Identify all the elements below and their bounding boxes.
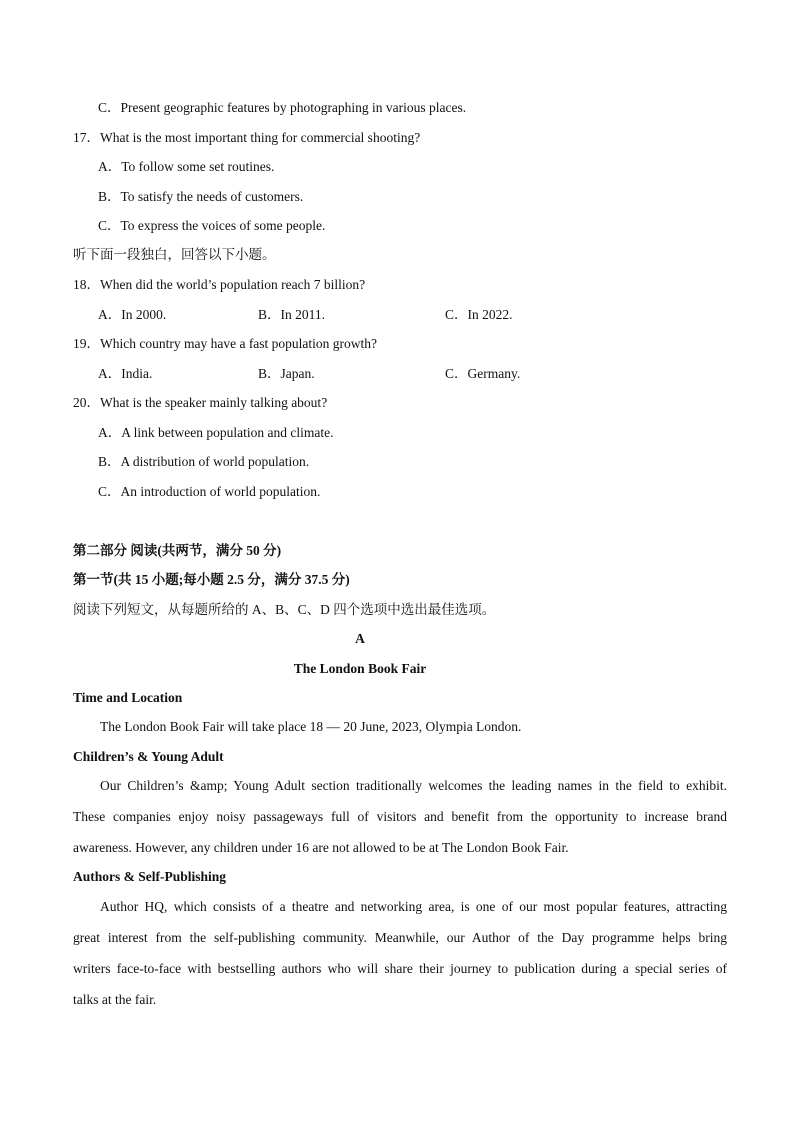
q17-option-a: A．To follow some set routines. (98, 159, 275, 174)
q19-option-c: C．Germany. (445, 366, 521, 381)
children-young-adult-heading: Children’s & Young Adult (73, 749, 224, 764)
q18-option-b: B．In 2011. (258, 307, 325, 322)
children-paragraph-line: awareness. However, any children under 16 are not allowed to be at The London Book Fair. (73, 840, 569, 855)
part2-heading: 第二部分 阅读(共两节，满分 50 分) (73, 543, 282, 558)
authors-paragraph-line: talks at the fair. (73, 992, 157, 1007)
q16-option-c: C．Present geographic features by photographing in various places. (98, 100, 467, 115)
q17-option-c: C．To express the voices of some people. (98, 218, 326, 233)
q19-option-a: A．India. (98, 366, 153, 381)
monologue-intro: 听下面一段独白，回答以下小题。 (73, 247, 276, 262)
q19-option-b: B．Japan. (258, 366, 315, 381)
children-paragraph-line: Our Children’s &amp; Young Adult section traditionally welcomes the leading names in the field to exhibit. (100, 778, 727, 793)
reading-instruction: 阅读下列短文，从每题所给的 A、B、C、D 四个选项中选出最佳选项。 (73, 602, 496, 617)
q18-question: 18．When did the world’s population reach 7 billion? (73, 277, 366, 292)
q17-option-b: B．To satisfy the needs of customers. (98, 189, 304, 204)
authors-paragraph-line: great interest from the self-publishing community. Meanwhile, our Author of the Day programme helps bring (73, 930, 727, 945)
q20-question: 20．What is the speaker mainly talking about? (73, 395, 328, 410)
children-paragraph-line: These companies enjoy noisy passageways full of visitors and benefit from the opportunity to increase brand (73, 809, 727, 824)
passage-letter: A (355, 631, 365, 646)
time-location-text: The London Book Fair will take place 18 — 20 June, 2023, Olympia London. (100, 719, 522, 734)
time-location-heading: Time and Location (73, 690, 183, 705)
section1-heading: 第一节(共 15 小题;每小题 2.5 分，满分 37.5 分) (73, 572, 350, 587)
passage-title: The London Book Fair (293, 661, 427, 676)
q20-option-c: C．An introduction of world population. (98, 484, 321, 499)
q19-question: 19．Which country may have a fast population growth? (73, 336, 378, 351)
authors-self-publishing-heading: Authors & Self-Publishing (73, 869, 227, 884)
q18-option-a: A．In 2000. (98, 307, 167, 322)
authors-paragraph-line: writers face-to-face with bestselling authors who will share their journey to publication during a special series of (73, 961, 727, 976)
q20-option-a: A．A link between population and climate. (98, 425, 334, 440)
q18-option-c: C．In 2022. (445, 307, 513, 322)
q17-question: 17．What is the most important thing for commercial shooting? (73, 130, 421, 145)
q20-option-b: B．A distribution of world population. (98, 454, 310, 469)
authors-paragraph-line: Author HQ, which consists of a theatre and networking area, is one of our most popular features, attracting (100, 899, 727, 914)
